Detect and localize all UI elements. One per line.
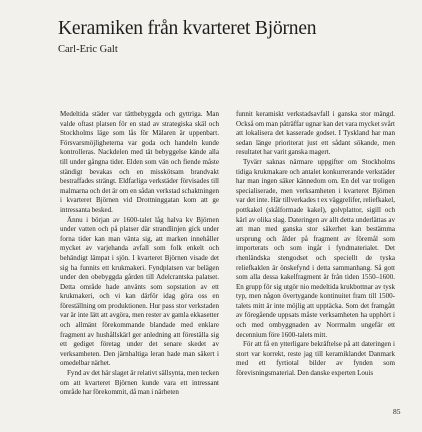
- paragraph: För att få en ytterligare bekräftelse på att dateringen i stort var korrekt, reste jag till keramiklandet Danmark med ett fyrtiotal bilder av fynden som förevisningsmaterial. Den danske experten Louis: [236, 340, 395, 378]
- paragraph: Ännu i början av 1600-talet låg halva kv Björnen under vatten och på platser där strandlinjen gick under forna tider kan man vänta sig, att marken innehåller mycket av varjehanda avfall som folk enkelt och behändigt lämpat i sjön. I kvarteret Björnen visade det sig ha funnits ett krukmakeri. Fyndplatsen var belägen under den obebyggda gården till Adelcrantska palatset. Detta område hade använts som sopstation av ett krukmakeri, och vi kan därför idag göra oss en föreställning om produktionen. Hur pass stor verkstaden var är inte lätt att avgöra, men rester av gamla ekkasetter och allmänt förekommande blandade med enklare fragment av hushållskärl ger anledning att föreställa sig ett gediget företag under det senare skedet av verksamheten. Den järnhaltiga leran hade man säkert i omedelbar närhet.: [60, 215, 219, 368]
- article-title: Keramiken från kvarteret Björnen: [58, 18, 317, 39]
- paragraph: Fynd av det här slaget är relativt sällsynta, men tecken om att kvarteret Björnen kunde vara ett intressant område har förekommit, då man i närheten: [60, 369, 219, 397]
- right-column: [236, 110, 395, 379]
- paragraph: funnit keramiskt verkstadsavfall i ganska stor mängd. Också om man påträffar ugnar kan det vara mycket svårt att lokalisera det kasserade godset. I Tyskland har man sedan länge prioriterat just ett sådant sökande, men resultatet har varit ganska magert.: [236, 110, 395, 157]
- paragraph: Medeltida städer var tättbebyggda och gyttriga. Man valde oftast platsen för en stad av strategiska skäl och Stockholms läge som lås för Mälaren är uppenbart. Försvarsmöjligheterna var goda och handeln kunde kontrolleras. Nackdelen med tät bebyggelse kände alla till under gångna tider. Elden som vän och fiende måste ständigt bevakas och en misskötsam brandvakt bestraffades strängt. Eldfarliga verkstäder förvisades till malmarna och det är om en sådan verkstad schaktningen i kvarteret Björnen vid Drottninggatan kom att ge intressanta besked.: [60, 110, 219, 214]
- page-number: 85: [393, 407, 401, 416]
- author-name: Carl-Eric Galt: [58, 44, 118, 55]
- paragraph: Tyvärr saknas närmare uppgifter om Stockholms tidiga krukmakare och antalet konkurrerande verkstäder har man ingen säker kännedom om. En del var troligen specialiserade, men verksamheten i kvarteret Björnen var det inte. Här tillverkades t ex väggrelifer, reliefkakel, pottkakel (skålformade kakel), golvplattor, sigill och kärl av olika slag. Dateringen av allt detta underlättas av att man med ganska stor säkerhet kan bestämma ursprung och ålder på fragment av föremål som importerats och som ingår i fyndmaterialet. Det rhenländska stengodset och speciellt de tyska reliefkaklen är önskefynd i detta sammanhang. Så gott som alla dessa kakelfragment är från tiden 1550–1600. En grupp för sig utgör nio medeltida krukbottnar av tysk typ, men någon övertygande kontinuitet fram till 1500-talets mitt är inte möjlig att upptäcka. Som det framgått av föregående uppsats måste verksamheten ha upphört i och med ombyggnaden av Norrmalm ungefär ett decennium före 1600-talets mitt.: [236, 157, 395, 339]
- left-column: [60, 110, 219, 398]
